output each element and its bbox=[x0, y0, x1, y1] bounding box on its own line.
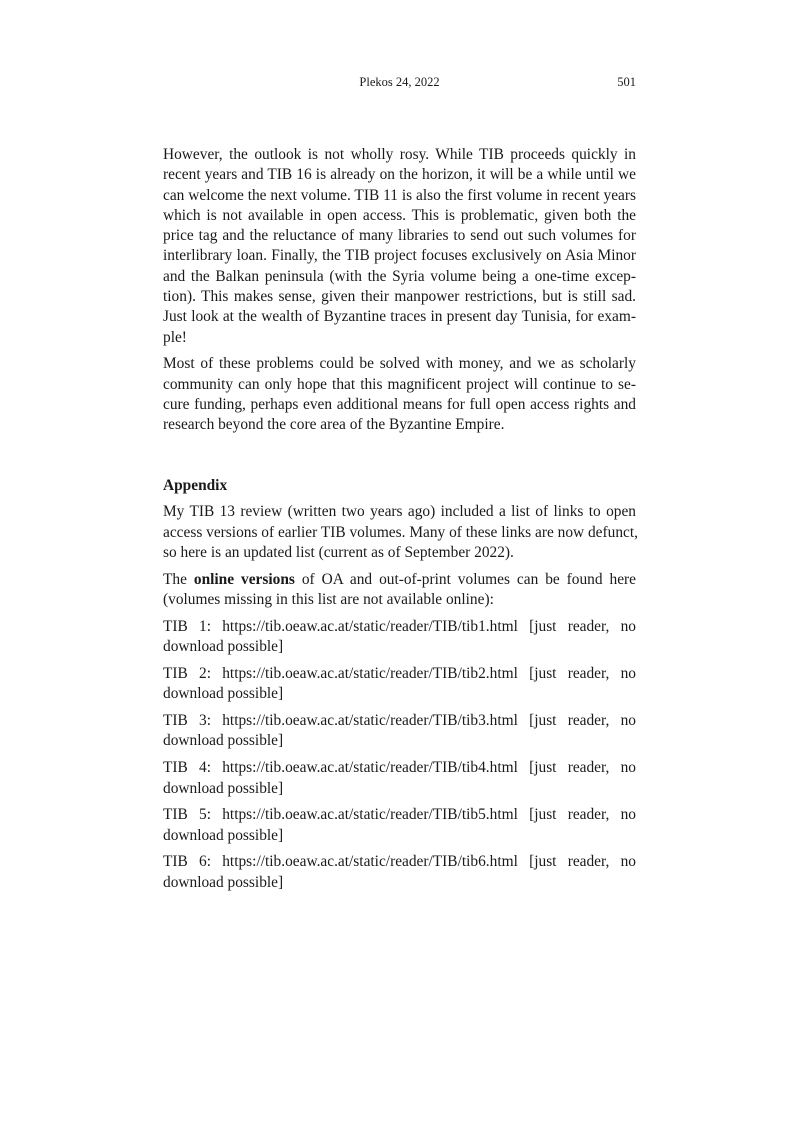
paragraph-outlook bbox=[163, 145, 636, 348]
text-line: download possible] bbox=[163, 685, 284, 703]
text-line: interlibrary loan. Finally, the TIB project focuses exclusively on Asia Minor bbox=[163, 247, 636, 265]
tib-link-line: TIB 4: https://tib.oeaw.ac.at/static/reader/TIB/tib4.html [just reader, no bbox=[163, 759, 636, 777]
text-line: ple! bbox=[163, 328, 187, 346]
text-line: which is not available in open access. This is problematic, given both the bbox=[163, 206, 636, 224]
text-line: Just look at the wealth of Byzantine traces in present day Tunisia, for exam- bbox=[163, 308, 636, 326]
tib-entry bbox=[163, 805, 636, 846]
text-line: download possible] bbox=[163, 732, 284, 750]
text-line: download possible] bbox=[163, 826, 284, 844]
text-line bbox=[163, 570, 636, 590]
tib-link-line: TIB 1: https://tib.oeaw.ac.at/static/reader/TIB/tib1.html [just reader, no bbox=[163, 617, 636, 635]
text-line: community can only hope that this magnificent project will continue to se- bbox=[163, 375, 636, 393]
page-number: 501 bbox=[617, 75, 636, 89]
text-line: can welcome the next volume. TIB 11 is also the first volume in recent years bbox=[163, 186, 636, 204]
text-line: However, the outlook is not wholly rosy. While TIB proceeds quickly in bbox=[163, 146, 636, 163]
text-line: My TIB 13 review (written two years ago) included a list of links to open bbox=[163, 503, 636, 521]
body-text bbox=[163, 145, 636, 900]
text-line: download possible] bbox=[163, 638, 284, 656]
text-line: cure funding, perhaps even additional means for full open access rights and bbox=[163, 396, 636, 414]
running-header: Plekos 24, 2022 bbox=[359, 75, 440, 89]
tib-entry bbox=[163, 664, 636, 705]
tib-link-line: TIB 3: https://tib.oeaw.ac.at/static/reader/TIB/tib3.html [just reader, no bbox=[163, 712, 636, 730]
text-line: tion). This makes sense, given their manpower restrictions, but is still sad. bbox=[163, 288, 636, 306]
tib-link-line: TIB 6: https://tib.oeaw.ac.at/static/reader/TIB/tib6.html [just reader, no bbox=[163, 853, 636, 871]
appendix-heading: Appendix bbox=[163, 476, 228, 494]
tib-link-line: TIB 5: https://tib.oeaw.ac.at/static/reader/TIB/tib5.html [just reader, no bbox=[163, 806, 636, 824]
text-line: recent years and TIB 16 is already on the horizon, it will be a while until we bbox=[163, 166, 636, 184]
tib-entry bbox=[163, 711, 636, 752]
text-line: price tag and the reluctance of many libraries to send out such volumes for bbox=[163, 227, 636, 245]
tib-entry bbox=[163, 852, 636, 893]
text-pre: The bbox=[163, 570, 194, 588]
text-line: and the Balkan peninsula (with the Syria volume being a one-time excep- bbox=[163, 267, 636, 285]
tib-link-line: TIB 2: https://tib.oeaw.ac.at/static/reader/TIB/tib2.html [just reader, no bbox=[163, 665, 636, 683]
tib-entry bbox=[163, 758, 636, 799]
text-line: Most of these problems could be solved with money, and we as scholarly bbox=[163, 355, 636, 373]
online-versions-bold: online versions bbox=[193, 570, 295, 588]
text-line: (volumes missing in this list are not available online): bbox=[163, 591, 494, 609]
text-line: so here is an updated list (current as of September 2022). bbox=[163, 544, 514, 562]
text-line: download possible] bbox=[163, 873, 284, 891]
text-post: of OA and out-of-print volumes can be found here bbox=[294, 570, 636, 588]
text-line: access versions of earlier TIB volumes. Many of these links are now defunct, bbox=[163, 523, 638, 541]
text-line: research beyond the core area of the Byzantine Empire. bbox=[163, 416, 505, 434]
paragraph-funding bbox=[163, 354, 636, 435]
tib-entry bbox=[163, 617, 636, 658]
online-versions-intro bbox=[163, 570, 636, 611]
appendix-intro bbox=[163, 502, 636, 563]
text-line: download possible] bbox=[163, 779, 284, 797]
